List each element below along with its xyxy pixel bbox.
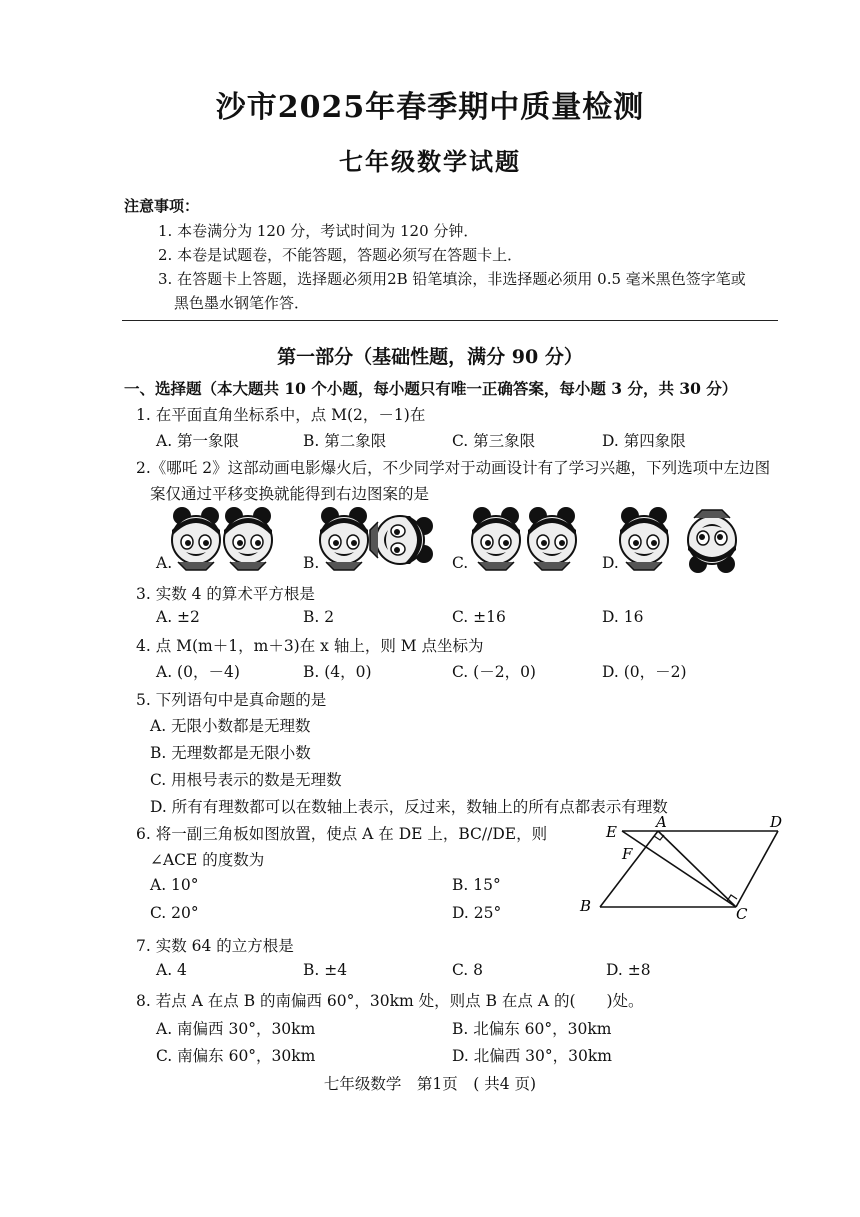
q6-label-f: F [622,845,633,863]
q8-opt-d: D. 北偏西 30°，30km [452,1047,612,1065]
q4-opt-c: C. (－2，0) [452,663,536,681]
q3-opt-c: C. ±16 [452,608,506,626]
q6-label-b: B [580,897,592,915]
page-title: 沙市2025年春季期中质量检测 [215,90,645,125]
q5-opt-a: A. 无限小数都是无理数 [150,717,311,735]
page-subtitle: 七年级数学试题 [339,147,521,176]
q2-c-left-face [472,507,520,570]
q2-opt-c: C. [452,554,469,572]
q6-label-e: E [606,823,617,841]
q8-opt-a: A. 南偏西 30°，30km [156,1020,316,1038]
q7-opt-c: C. 8 [452,961,484,979]
q6-opt-c: C. 20° [150,904,199,922]
q7-opt-a: A. 4 [156,961,187,979]
q2-b-left-face [320,507,368,570]
q6-label-a: A [656,815,667,831]
q2-opt-d: D. [602,554,619,572]
q4-opt-d: D. (0，－2) [602,663,687,681]
q8-opt-c: C. 南偏东 60°，30km [156,1047,316,1065]
q2-stem-line2: 案仅通过平移变换就能得到右边图案的是 [150,485,430,503]
q7-stem: 7. 实数 64 的立方根是 [136,937,294,955]
q8-stem: 8. 若点 A 在点 B 的南偏西 60°，30km 处，则点 B 在点 A 的( )处。 [136,992,644,1010]
q1-opt-a: A. 第一象限 [156,432,240,450]
q2-d-left-face [620,507,668,570]
q6-opt-a: A. 10° [150,876,199,894]
q6-geometry-figure [570,815,800,925]
q2-opt-b: B. [303,554,320,572]
q2-stem-line1: 2.《哪吒 2》这部动画电影爆火后，不少同学对于动画设计有了学习兴趣，下列选项中左边图 [136,459,771,477]
section-heading: 一、选择题（本大题共 10 个小题，每小题只有唯一正确答案，每小题 3 分，共 30 分） [124,379,738,398]
q2-d-right-face [688,510,736,573]
notice-heading: 注意事项： [124,197,200,215]
part1-title: 第一部分（基础性题，满分 90 分） [277,346,583,368]
q7-opt-d: D. ±8 [606,961,651,979]
q4-stem: 4. 点 M(m＋1，m＋3)在 x 轴上，则 M 点坐标为 [136,637,484,655]
q2-b-right-face [370,516,433,564]
q2-a-right-face [224,507,272,570]
q6-opt-b: B. 15° [452,876,501,894]
q3-opt-d: D. 16 [602,608,644,626]
q2-figures [0,0,860,600]
q6-label-c: C [736,905,748,923]
q2-a-left-face [172,507,220,570]
q6-opt-d: D. 25° [452,904,502,922]
q4-opt-a: A. (0，－4) [156,663,240,681]
q1-opt-b: B. 第二象限 [303,432,387,450]
q1-opt-c: C. 第三象限 [452,432,536,450]
q7-opt-b: B. ±4 [303,961,348,979]
q6-label-d: D [770,815,783,831]
notice-item-1: 1. 本卷满分为 120 分，考试时间为 120 分钟． [158,222,479,240]
q6-stem-line2: ∠ACE 的度数为 [150,851,265,869]
q3-opt-a: A. ±2 [156,608,200,626]
q3-opt-b: B. 2 [303,608,335,626]
notice-item-2: 2. 本卷是试题卷，不能答题，答题必须写在答题卡上． [158,246,523,264]
q1-opt-d: D. 第四象限 [602,432,686,450]
notice-item-3-cont: 黑色墨水钢笔作答． [174,294,310,312]
q5-opt-c: C. 用根号表示的数是无理数 [150,771,342,789]
page-footer: 七年级数学 第1页 ( 共4 页) [323,1075,537,1093]
q8-opt-b: B. 北偏东 60°，30km [452,1020,612,1038]
q2-opt-a: A. [156,554,173,572]
q2-c-right-face [528,507,576,570]
q6-stem-line1: 6. 将一副三角板如图放置，使点 A 在 DE 上，BC//DE，则 [136,825,548,843]
notice-item-3: 3. 在答题卡上答题，选择题必须用2B 铅笔填涂，非选择题必须用 0.5 毫米黑色签字笔或 [158,270,746,288]
q1-stem: 1. 在平面直角坐标系中，点 M(2，－1)在 [136,406,426,424]
q5-opt-d: D. 所有有理数都可以在数轴上表示，反过来，数轴上的所有点都表示有理数 [150,798,668,816]
q5-opt-b: B. 无理数都是无限小数 [150,744,311,762]
q3-stem: 3. 实数 4 的算术平方根是 [136,585,315,603]
q5-stem: 5. 下列语句中是真命题的是 [136,691,327,709]
q4-opt-b: B. (4，0) [303,663,372,681]
